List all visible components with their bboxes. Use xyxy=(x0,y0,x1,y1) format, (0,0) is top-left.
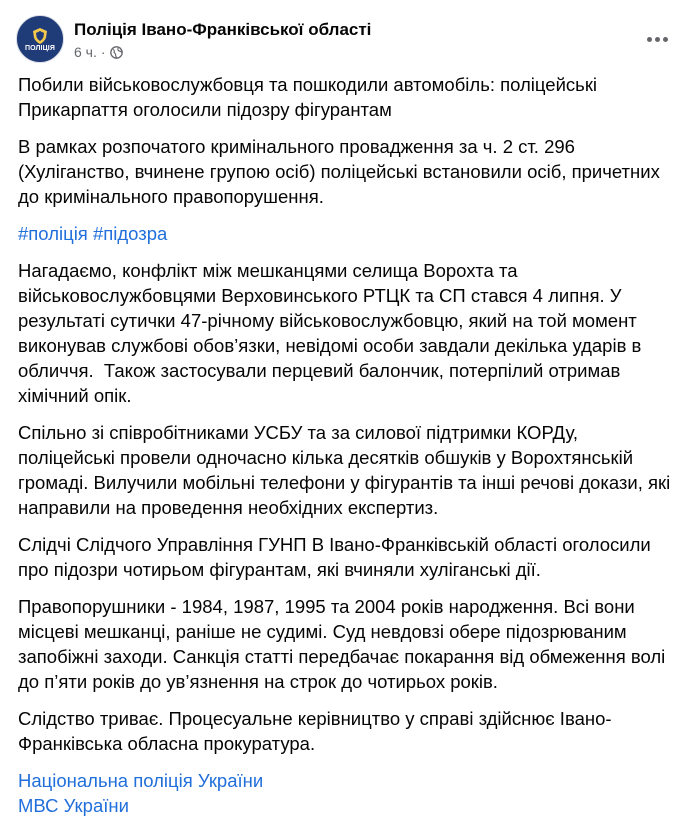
avatar-label: ПОЛІЦІЯ xyxy=(25,44,55,52)
post-paragraph: В рамках розпочатого кримінального провадження за ч. 2 ст. 296 (Хуліганство, вчинене групою осіб) поліцейські встановили осіб, причетних до кримінального правопорушення. xyxy=(18,136,665,207)
post-body xyxy=(18,72,678,818)
post-paragraph: Нагадаємо, конфлікт між мешканцями селища Ворохта та військовослужбовцями Верховинського РТЦК та СП стався 4 липня. У результаті сутички 47-річному військовослужбовцю, який на той момент виконував службові обов’язки, невідомі особи завдали декілька ударів в обличчя. Також застосували перцевий балончик, потерпілий отримав хімічний опік. xyxy=(18,260,647,406)
more-horizontal-icon xyxy=(647,37,668,42)
post-paragraph: Слідчі Слідчого Управління ГУНП В Івано-Франківській області оголосили про підозри чотирьом фігурантам, які вчиняли хуліганські дії. xyxy=(18,534,656,580)
avatar[interactable] xyxy=(16,15,64,63)
post-time[interactable]: 6 ч. xyxy=(74,44,97,60)
globe-icon[interactable] xyxy=(110,46,123,59)
tagged-page-link[interactable]: Національна поліція України xyxy=(18,770,264,791)
post-paragraph-title: Побили військовослужбовця та пошкодили автомобіль: поліцейські Прикарпаття оголосили підозру фігурантам xyxy=(18,74,603,120)
more-options-button[interactable] xyxy=(639,27,675,51)
post-paragraph: Правопорушники - 1984, 1987, 1995 та 2004 років народження. Всі вони місцеві мешканці, раніше не судимі. Суд невдовзі обере підозрюваним запобіжні заходи. Санкція статті передбачає покарання від обмеження волі до п’яти років до ув’язнення на строк до чотирьох років. xyxy=(18,596,671,692)
post-subline xyxy=(74,43,371,61)
page-name-link[interactable]: Поліція Івано-Франківської області xyxy=(74,20,372,39)
hashtag-link[interactable]: #підозра xyxy=(92,223,168,244)
post-paragraph: Слідство триває. Процесуальне керівництво у справі здійснює Івано-Франківська обласна прокуратура. xyxy=(18,708,612,754)
hashtags xyxy=(18,221,678,246)
police-shield-icon xyxy=(33,28,47,44)
post-header xyxy=(16,15,371,63)
separator-dot: · xyxy=(100,44,106,60)
tagged-page-link[interactable]: МВС України xyxy=(18,795,129,816)
post-paragraph: Спільно зі співробітниками УСБУ та за силової підтримки КОРДу, поліцейські провели одночасно кілька десятків обшуків у Ворохтянській громаді. Вилучили мобільні телефони у фігурантів та інші речові докази, які направили на проведення необхідних експертиз. xyxy=(18,422,676,518)
post-meta xyxy=(74,15,371,61)
hashtag-link[interactable]: #поліція xyxy=(18,223,88,244)
